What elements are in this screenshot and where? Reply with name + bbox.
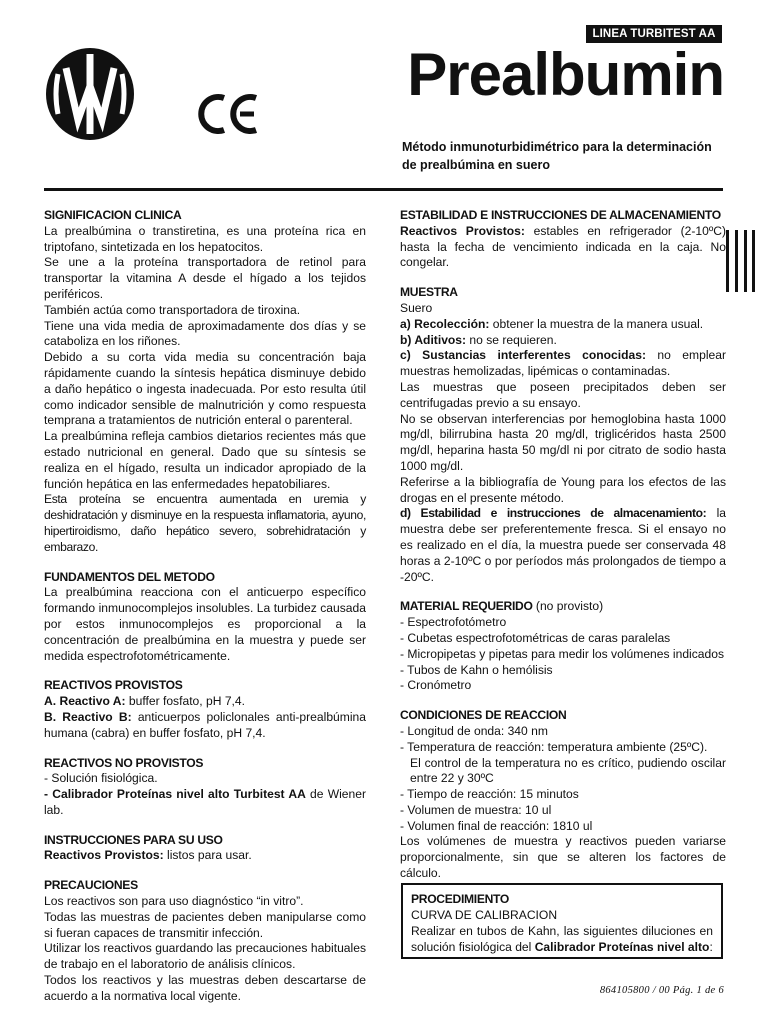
muestra-a-label: a) Recolección: (400, 316, 490, 331)
heading-reactivos-provistos: REACTIVOS PROVISTOS (44, 678, 183, 693)
paragraph: Referirse a la bibliografía de Young para los efectos de las drogas en el presente método. (400, 474, 726, 505)
section-precauciones (44, 878, 366, 1004)
instrucciones-label: Reactivos Provistos: (44, 848, 164, 863)
heading-fundamentos: FUNDAMENTOS DEL METODO (44, 569, 215, 584)
muestra-b (400, 333, 726, 349)
list-item: - Micropipetas y pipetas para medir los volúmenes indicados (400, 646, 724, 661)
section-fundamentos (44, 570, 366, 665)
section-reactivos-no-provistos (44, 756, 366, 819)
section-muestra (400, 285, 726, 585)
procedimiento-box (401, 883, 723, 959)
paragraph (44, 848, 366, 864)
muestra-c-text: no emplear muestras hemolizadas, lipémicas o contaminadas. (400, 348, 726, 379)
right-column (400, 208, 726, 896)
section-condiciones (400, 708, 726, 882)
left-column (44, 208, 366, 1019)
paragraph: Las muestras que poseen precipitados deben ser centrifugadas previo a su ensayo. (400, 379, 726, 410)
section-estabilidad (400, 208, 726, 271)
paragraph: Todas las muestras de pacientes deben manipularse como si fueran capaces de transmitir infección. (44, 909, 366, 940)
procedimiento-end: : (709, 940, 713, 954)
heading-muestra: MUESTRA (400, 285, 458, 300)
reactivo-b-text: anticuerpos policlonales anti-prealbúmina humana (cabra) en buffer fosfato, pH 7,4. (44, 709, 366, 740)
paragraph: La prealbúmina reacciona con el anticuerpo específico formando inmunocomplejos insolubles. La turbidez causada por estos inmunocomplejos es proporcional a la concentración de prealbúmina en la muestra y puede ser medida espectrofotométricamente. (44, 585, 366, 663)
section-significacion (44, 208, 366, 556)
calibrador-name: - Calibrador Proteínas nivel alto Turbitest AA (44, 787, 306, 802)
list-item: - Volumen de muestra: 10 ul (400, 802, 552, 817)
muestra-d (400, 506, 726, 585)
heading-reactivos-no-provistos: REACTIVOS NO PROVISTOS (44, 755, 204, 770)
heading-condiciones: CONDICIONES DE REACCION (400, 708, 567, 723)
reactivo-a-label: A. Reactivo A: (44, 694, 126, 709)
paragraph: Esta proteína se encuentra aumentada en uremia y deshidratación y disminuye en la respuesta inflamatoria, ayuno, hipertiroidismo, daño hepático severo, sobrehidratación y embarazo. (44, 492, 366, 554)
reactivo-b (44, 710, 366, 742)
paragraph: No se observan interferencias por hemoglobina hasta 1000 mg/dl, bilirrubina hasta 20 mg/dl, triglicéridos hasta 2500 mg/dl, heparina hasta 50 mg/dl ni por citrato de sodio hasta 1000 mg/dl. (400, 411, 726, 473)
paragraph (400, 224, 726, 271)
paragraph: Los reactivos son para uso diagnóstico “in vitro”. (44, 894, 304, 909)
list-item: - Tubos de Kahn o hemólisis (400, 662, 553, 677)
section-material (400, 599, 726, 694)
muestra-a (400, 317, 726, 333)
list-item (44, 787, 366, 819)
instrucciones-text: listos para usar. (163, 848, 252, 863)
document-subtitle: Método inmunoturbidimétrico para la determinación de prealbúmina en suero (402, 140, 712, 172)
ce-mark-icon (196, 92, 260, 136)
list-item: - Volumen final de reacción: 1810 ul (400, 818, 593, 833)
section-reactivos-provistos (44, 678, 366, 741)
barcode-marks (726, 230, 756, 292)
paragraph: Debido a su corta vida media su concentración baja rápidamente cuando la síntesis hepática disminuye debido a daño hepático o ingesta inadecuada. Por esto resulta útil como indicador sensible de malnutrición y como respuesta temprana a tratamientos de nutrición enteral o parenteral. (44, 350, 366, 428)
paragraph: Los volúmenes de muestra y reactivos pueden variarse proporcionalmente, sin que se alteren los factores de cálculo. (400, 834, 726, 881)
heading-procedimiento: PROCEDIMIENTO (411, 892, 510, 906)
list-item: - Solución fisiológica. (44, 771, 158, 786)
wiener-lab-logo (44, 46, 136, 142)
muestra-d-label: d) Estabilidad e instrucciones de almacenamiento: (400, 506, 707, 521)
heading-estabilidad: ESTABILIDAD E INSTRUCCIONES DE ALMACENAMIENTO (400, 208, 721, 222)
paragraph: También actúa como transportadora de tiroxina. (44, 302, 301, 317)
heading-significacion: SIGNIFICACION CLINICA (44, 208, 182, 222)
muestra-d-text: la muestra debe ser preferentemente fresca. Si el ensayo no es realizado en el día, la muestra puede ser conservada 48 horas a 2-10ºC o por períodos más prolongados de tiempo a -20ºC. (400, 506, 726, 584)
paragraph: La prealbúmina o transtiretina, es una proteína rica en triptofano, sintetizada en los hepatocitos. (44, 223, 366, 254)
paragraph: Se une a la proteína transportadora de retinol para transportar la vitamina A desde el hígado a los tejidos periféricos. (44, 255, 366, 301)
heading-material: MATERIAL REQUERIDO (400, 599, 533, 614)
list-item-continuation: El control de la temperatura no es crítico, pudiendo oscilar entre 22 y 30ºC (410, 755, 726, 786)
paragraph: Suero (400, 300, 433, 315)
heading-material-note: (no provisto) (532, 599, 604, 614)
product-title: Prealbumin (407, 41, 724, 108)
section-instrucciones (44, 833, 366, 865)
muestra-c-label: c) Sustancias interferentes conocidas: (400, 348, 646, 363)
paragraph: Utilizar los reactivos guardando las precauciones habituales de trabajo en el laboratorio de análisis clínicos. (44, 941, 366, 972)
paragraph: Tiene una vida media de aproximadamente dos días y se cataboliza en los riñones. (44, 318, 366, 349)
list-item: - Temperatura de reacción: temperatura ambiente (25ºC). (400, 739, 708, 754)
list-item: - Espectrofotómetro (400, 615, 507, 630)
page-reference: 864105800 / 00 Pág. 1 de 6 (599, 985, 724, 996)
heading-precauciones: PRECAUCIONES (44, 878, 138, 893)
product-line-badge: LINEA TURBITEST AA (586, 25, 722, 43)
muestra-a-text: obtener la muestra de la manera usual. (489, 316, 704, 331)
procedimiento-text: Realizar en tubos de Kahn, las siguientes diluciones en solución fisiológica del (411, 924, 713, 954)
estabilidad-label: Reactivos Provistos: (400, 223, 525, 238)
reactivo-a-text: buffer fosfato, pH 7,4. (125, 694, 245, 709)
procedimiento-bold: Calibrador Proteínas nivel alto (534, 940, 710, 954)
subheading-curva: CURVA DE CALIBRACION (411, 908, 558, 922)
muestra-c (400, 348, 726, 380)
list-item: - Cronómetro (400, 678, 472, 693)
list-item: - Tiempo de reacción: 15 minutos (400, 787, 579, 802)
list-item: - Longitud de onda: 340 nm (400, 723, 548, 738)
muestra-b-label: b) Aditivos: (400, 332, 467, 347)
heading-material-row (400, 599, 726, 615)
header-divider (44, 188, 723, 191)
paragraph: Todos los reactivos y las muestras deben descartarse de acuerdo a la normativa local vigente. (44, 973, 366, 1003)
list-item: - Cubetas espectrofotométricas de caras paralelas (400, 630, 671, 645)
reactivo-a (44, 694, 366, 710)
estabilidad-text: estables en refrigerador (2-10ºC) hasta la fecha de vencimiento indicada en la caja. No congelar. (400, 223, 727, 270)
reactivo-b-label: B. Reactivo B: (44, 709, 132, 724)
calibrador-brand: de Wiener lab. (44, 787, 366, 817)
muestra-b-text: no se requieren. (466, 332, 557, 347)
paragraph (411, 923, 713, 955)
paragraph: La prealbúmina refleja cambios dietarios recientes más que estado nutricional en general. Dado que su síntesis se realiza en el hígado, resulta un indicador apropiado de la función hepática en las enfermedades hepatobiliares. (44, 429, 366, 491)
heading-instrucciones: INSTRUCCIONES PARA SU USO (44, 832, 223, 847)
